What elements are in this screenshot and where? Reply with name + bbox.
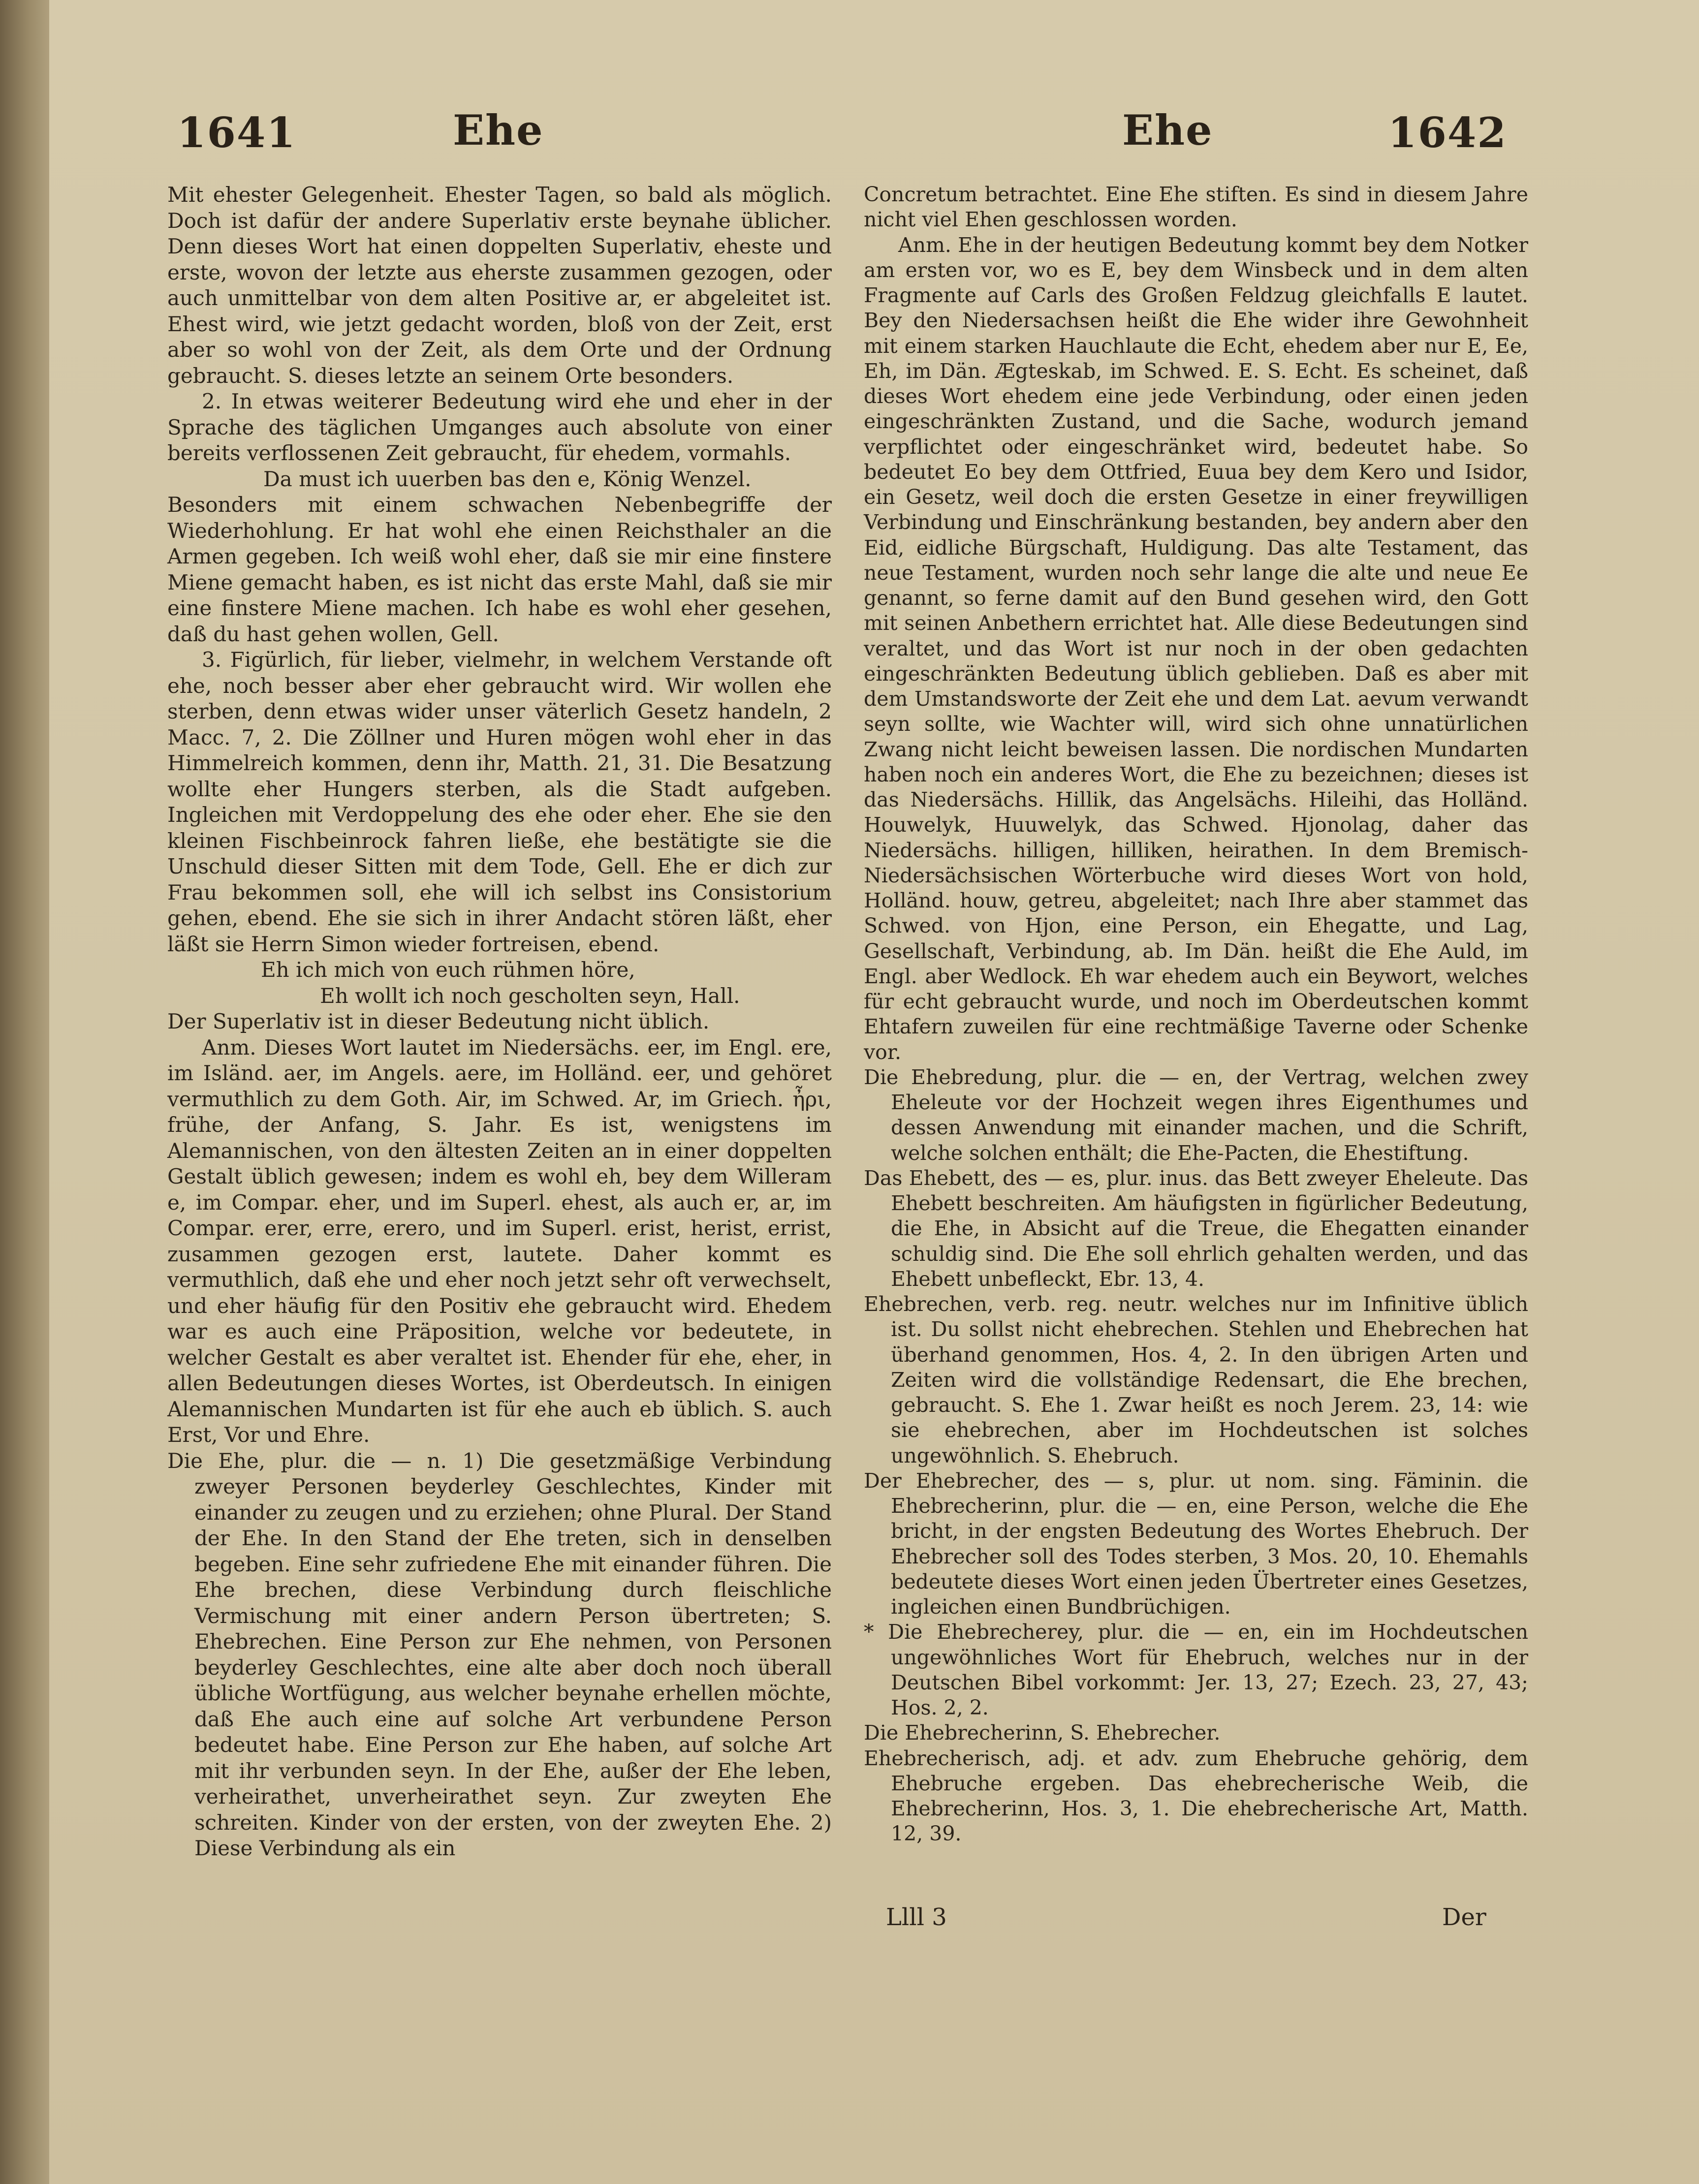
annotation-paragraph: Anm. Ehe in der heutigen Bedeutung kommt bey dem Notker am ersten vor, wo es E, bey dem Winsbeck und in dem alten Fragmente auf Carls des Großen Feldzug gleichfalls E lautet. Bey den Niedersachsen heißt die Ehe wider ihre Gewohnheit mit einem starken Hauchlaute die Echt, ehedem aber nur E, Ee, Eh, im Dän. Ægteskab, im Schwed. E. S. Echt. Es scheinet, daß dieses Wort ehedem eine jede Verbindung, oder einen jeden eingeschränkten Zustand, und die Sache, wodurch jemand verpflichtet oder eingeschränket wird, bedeutet habe. So bedeutet Eo bey dem Ottfried, Euua bey dem Kero und Isidor, ein Gesetz, weil doch die ersten Gesetze in einer freywilligen Verbindung und Einschränkung bestanden, bey andern aber den Eid, eidliche Bürgschaft, Huldigung. Das alte Testament, das neue Testament, wurden noch sehr lange die alte und neue Ee genannt, so ferne damit auf den Bund gesehen wird, den Gott mit seinen Anbethern errichtet hat. Alle diese Bedeutungen sind veraltet, und das Wort ist nur noch in der oben gedachten eingeschränkten Bedeutung üblich geblieben. Daß es aber mit dem Umstandsworte der Zeit ehe und dem Lat. aevum verwandt seyn sollte, wie Wachter will, wird sich ohne unnatürlichen Zwang nicht leicht beweisen lassen. Die nordischen Mundarten haben noch ein anderes Wort, die Ehe zu bezeichnen; dieses ist das Niedersächs. Hillik, das Angelsächs. Hileihi, das Holländ. Houwelyk, Huuwelyk, das Schwed. Hjonolag, daher das Niedersächs. hilligen, hilliken, heirathen. In dem Bremisch-Niedersächsischen Wörterbuche wird dieses Wort von hold, Holländ. houw, getreu, abgeleitet; nach Ihre aber stammet das Schwed. von Hjon, eine Person, ein Ehegatte, und Lag, Gesellschaft, Verbindung, ab. Im Dän. heißt die Ehe Auld, im Engl. aber Wedlock. Eh war ehedem auch ein Beywort, welches für echt gebraucht wurde, und noch im Oberdeutschen kommt Ehtafern zuweilen für eine rechtmäßige Taverne oder Schenke vor. — [864, 233, 1528, 1064]
entry-die-ehe: Die Ehe, plur. die — n. 1) Die gesetzmäßige Verbindung zweyer Personen beyderley Geschlechtes, Kinder mit einander zu zeugen und zu erziehen; ohne Plural. Der Stand der Ehe. In den Stand der Ehe treten, sich in denselben begeben. Eine sehr zufriedene Ehe mit einander führen. Die Ehe brechen, diese Verbindung durch fleischliche Vermischung mit einer andern Person übertreten; S. Ehebrechen. Eine Person zur Ehe nehmen, von Personen beyderley Geschlechtes, eine alte aber doch noch überall übliche Wortfügung, aus welcher beynahe erhellen möchte, daß Ehe auch eine auf solche Art verbundene Person bedeutet habe. Eine Person zur Ehe haben, auf solche Art mit ihr verbunden seyn. In der Ehe, außer der Ehe leben, verheirathet, unverheirathet seyn. Zur zweyten Ehe schreiten. Kinder von der ersten, von der zweyten Ehe. 2) Diese Verbindung als ein — [167, 1448, 832, 1860]
left-running-head: Ehe — [453, 106, 544, 155]
paragraph: Der Superlativ ist in dieser Bedeutung nicht üblich. — [167, 1009, 710, 1033]
paragraph: 3. Figürlich, für lieber, vielmehr, in welchem Verstande oft ehe, noch besser aber eher gebraucht wird. Wir wollen ehe sterben, denn etwas wider unser väterlich Gesetz handeln, 2 Macc. 7, 2. Die Zöllner und Huren mögen wohl eher in das Himmelreich kommen, denn ihr, Matth. 21, 31. Die Besatzung wollte eher Hungers sterben, als die Stadt aufgeben. Ingleichen mit Verdoppelung des ehe oder eher. Ehe sie den kleinen Fischbeinrock fahren ließe, ehe bestätigte sie die Unschuld dieser Sitten mit dem Tode, Gell. Ehe er dich zur Frau bekommen soll, ehe will ich selbst ins Consistorium gehen, ebend. Ehe sie sich in ihrer Andacht stören läßt, eher läßt sie Herrn Simon wieder fortreisen, ebend. — [167, 648, 832, 956]
entry-eheberedung: Die Ehebredung, plur. die — en, der Vertrag, welchen zwey Eheleute vor der Hochzeit wegen ihres Eigenthumes und dessen Anwendung mit einander machen, und die Schrift, welche solchen enthält; die Ehe-Pacten, die Ehestiftung. — [864, 1065, 1528, 1165]
entry-ehebrecher: Der Ehebrecher, des — s, plur. ut nom. sing. Fäminin. die Ehebrecherinn, plur. die — en, eine Person, welche die Ehe bricht, in der engsten Bedeutung des Wortes Ehebruch. Der Ehebrecher soll des Todes sterben, 3 Mos. 20, 10. Ehemahls bedeutete dieses Wort einen jeden Übertreter eines Gesetzes, ingleichen einen Bundbrüchigen. — [864, 1468, 1528, 1619]
entry-ehebrecherisch: Ehebrecherisch, adj. et adv. zum Ehebruche gehörig, dem Ehebruche ergeben. Das ehebrecherische Weib, die Ehebrecherinn, Hos. 3, 1. Die ehebrecherische Art, Matth. 12, 39. — [864, 1746, 1528, 1846]
entry-ehebett: Das Ehebett, des — es, plur. inus. das Bett zweyer Eheleute. Das Ehebett beschreiten. Am häufigsten in figürlicher Bedeutung, die Ehe, in Absicht auf die Treue, die Ehegatten einander schuldig sind. Die Ehe soll ehrlich gehalten werden, und das Ehebett unbefleckt, Ebr. 13, 4. — [864, 1166, 1528, 1291]
left-page-number: 1641 — [177, 108, 296, 157]
paragraph: 2. In etwas weiterer Bedeutung wird ehe und eher in der Sprache des täglichen Umganges auch absolute von einer bereits verflossenen Zeit gebraucht, für ehedem, vormahls. — [167, 389, 832, 465]
book-page — [49, 0, 1699, 2184]
paragraph: Concretum betrachtet. Eine Ehe stiften. Es sind in diesem Jahre nicht viel Ehen geschlossen worden. — [864, 183, 1528, 232]
entry-ehebrecherinn: Die Ehebrecherinn, S. Ehebrecher. — [864, 1721, 1221, 1745]
annotation-paragraph: Anm. Dieses Wort lautet im Niedersächs. eer, im Engl. ere, im Isländ. aer, im Angels. aere, im Holländ. eer, und gehöret vermuthlich zu dem Goth. Air, im Schwed. Ar, im Griech. ἦρι, frühe, der Anfang, S. Jahr. Es ist, wenigstens im Alemannischen, von den ältesten Zeiten an in einer doppelten Gestalt üblich gewesen; indem es wohl eh, bey dem Willeram e, im Compar. eher, und im Superl. ehest, als auch er, ar, im Compar. erer, erre, erero, und im Superl. erist, herist, errist, zusammen gezogen erst, lautete. Daher kommt es vermuthlich, daß ehe und eher noch jetzt sehr oft verwechselt, und eher häufig für den Positiv ehe gebraucht wird. Ehedem war es auch eine Präposition, welche vor bedeutete, in welcher Gestalt es aber veraltet ist. Ehender für ehe, eher, in allen Bedeutungen dieses Wortes, ist Oberdeutsch. In einigen Alemannischen Mundarten ist für ehe auch eb üblich. S. auch Erst, Vor und Ehre. — [167, 1035, 832, 1447]
catchword: Der — [1442, 1903, 1486, 1931]
right-column — [864, 182, 1528, 1847]
right-page-number: 1642 — [1388, 108, 1507, 157]
entry-ehebrecherey: * Die Ehebrecherey, plur. die — en, ein im Hochdeutschen ungewöhnliches Wort für Ehebruch, welches nur in der Deutschen Bibel vorkommt: Jer. 13, 27; Ezech. 23, 27, 43; Hos. 2, 2. — [864, 1620, 1528, 1719]
paragraph: Mit ehester Gelegenheit. Ehester Tagen, so bald als möglich. Doch ist dafür der andere Superlativ erste beynahe üblicher. Denn dieses Wort hat einen doppelten Superlativ, eheste und erste, wovon der letzte aus eherste zusammen gezogen, oder auch unmittelbar von dem alten Positive ar, er abgeleitet ist. Ehest wird, wie jetzt gedacht worden, bloß von der Zeit, erst aber so wohl von der Zeit, als dem Orte und der Ordnung gebraucht. S. dieses letzte an seinem Orte besonders. — [167, 183, 832, 388]
paragraph: Besonders mit einem schwachen Nebenbegriffe der Wiederhohlung. Er hat wohl ehe einen Reichsthaler an die Armen gegeben. Ich weiß wohl eher, daß sie mir eine finstere Miene gemacht haben, es ist nicht das erste Mahl, daß sie mir eine finstere Miene machen. Ich habe es wohl eher gesehen, daß du hast gehen wollen, Gell. — [167, 493, 832, 646]
right-running-head: Ehe — [1122, 106, 1213, 155]
verse-line: Eh wollt ich noch gescholten seyn, Hall. — [320, 983, 740, 1008]
verse-line: Eh ich mich von euch rühmen höre, — [261, 958, 635, 982]
entry-ehebrechen: Ehebrechen, verb. reg. neutr. welches nur im Infinitive üblich ist. Du sollst nicht ehebrechen. Stehlen und Ehebrechen hat überhand genommen, Hos. 4, 2. In den übrigen Arten und Zeiten wird die vollständige Redensart, die Ehe brechen, gebraucht. S. Ehe 1. Zwar heißt es noch Jerem. 23, 14: wie sie ehebrechen, aber im Hochdeutschen ist solches ungewöhnlich. S. Ehebruch. — [864, 1292, 1528, 1467]
quotation-line: Da must ich uuerben bas den e, König Wenzel. — [263, 467, 752, 491]
left-column — [167, 182, 832, 1862]
signature-mark: Llll 3 — [886, 1903, 947, 1931]
